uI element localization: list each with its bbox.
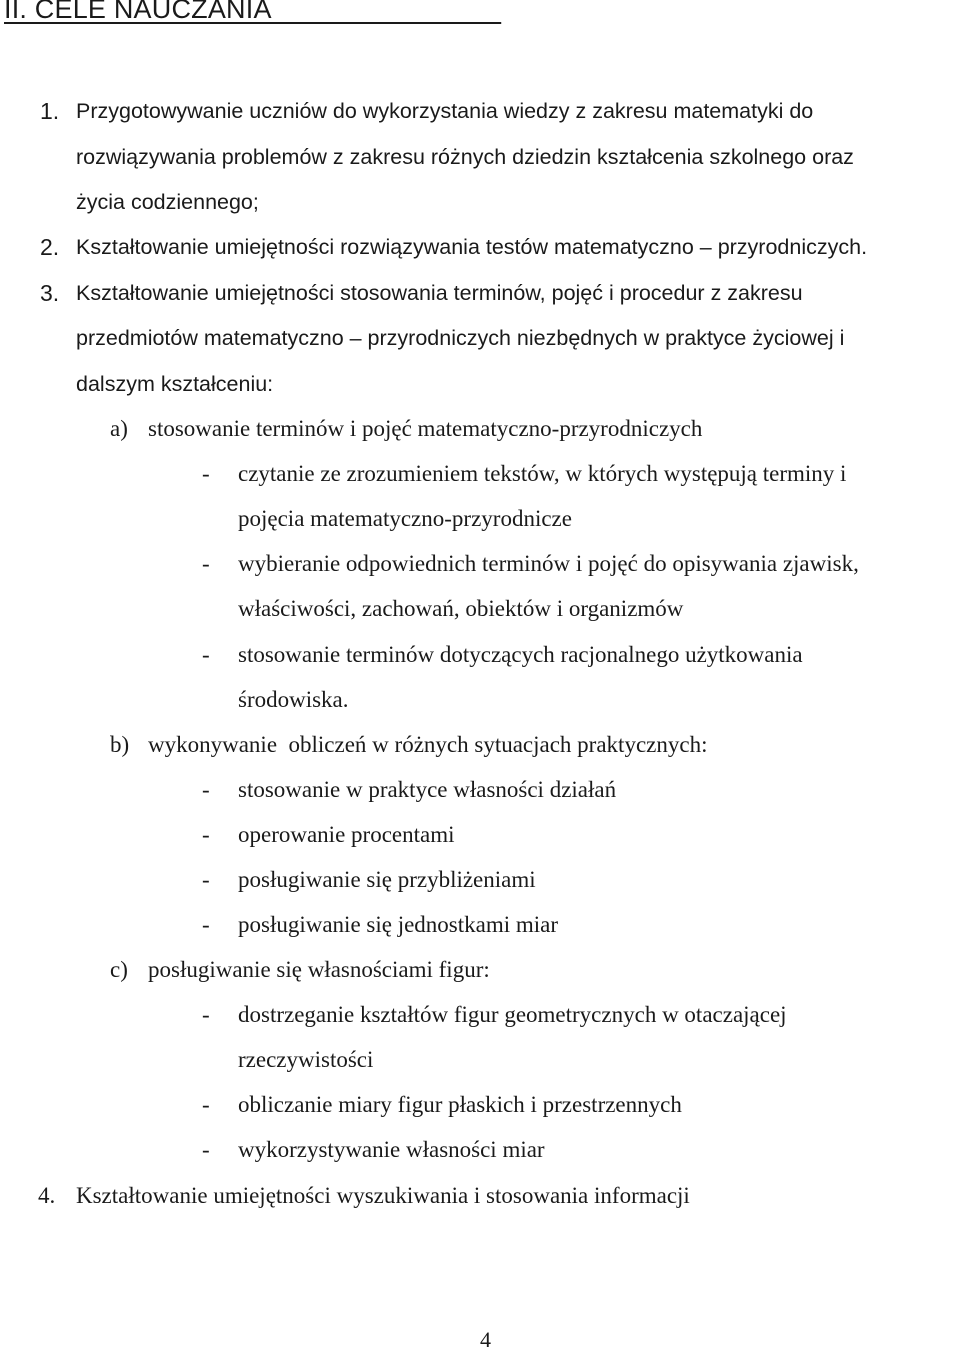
subitem-b-text: wykonywanie obliczeń w różnych sytuacjach praktycznych:: [148, 732, 708, 757]
c-bullet-2: obliczanie miary figur płaskich i przestrzennych: [238, 1092, 682, 1117]
b-bullet-2: operowanie procentami: [238, 822, 455, 847]
b-bullet-4: posługiwanie się jednostkami miar: [238, 912, 559, 937]
item-number-4: 4.: [38, 1183, 56, 1208]
item-3-line-2: przedmiotów matematyczno – przyrodniczych niezbędnych w praktyce życiowej i: [76, 326, 845, 350]
b-bullet-1: stosowanie w praktyce własności działań: [238, 777, 617, 802]
subitem-a-text: stosowanie terminów i pojęć matematyczno-przyrodniczych: [148, 416, 703, 441]
subitem-letter-c: c): [110, 957, 128, 982]
item-3-line-1: Kształtowanie umiejętności stosowania terminów, pojęć i procedur z zakresu: [76, 281, 803, 305]
bullet-dash: -: [202, 551, 210, 576]
a-bullet-3-line-1: stosowanie terminów dotyczących racjonalnego użytkowania: [238, 642, 803, 667]
item-1-line-2: rozwiązywania problemów z zakresu różnych dziedzin kształcenia szkolnego oraz: [76, 145, 854, 169]
a-bullet-2-line-2: właściwości, zachowań, obiektów i organizmów: [238, 596, 684, 621]
c-bullet-1-line-2: rzeczywistości: [238, 1047, 374, 1072]
item-number-1: 1.: [40, 98, 60, 124]
subitem-c-text: posługiwanie się własnościami figur:: [148, 957, 490, 982]
bullet-dash: -: [202, 777, 210, 802]
item-4-line-1: Kształtowanie umiejętności wyszukiwania i stosowania informacji: [76, 1183, 690, 1208]
subitem-letter-b: b): [110, 732, 130, 757]
a-bullet-1-line-2: pojęcia matematyczno-przyrodnicze: [238, 506, 572, 531]
bullet-dash: -: [202, 867, 210, 892]
c-bullet-3: wykorzystywanie własności miar: [238, 1137, 545, 1162]
item-3-line-3: dalszym kształceniu:: [76, 372, 274, 396]
page-number: 4: [480, 1327, 491, 1352]
item-1-line-1: Przygotowywanie uczniów do wykorzystania wiedzy z zakresu matematyki do: [76, 99, 814, 123]
a-bullet-3-line-2: środowiska.: [238, 687, 349, 712]
bullet-dash: -: [202, 1137, 210, 1162]
bullet-dash: -: [202, 1092, 210, 1117]
bullet-dash: -: [202, 912, 210, 937]
bullet-dash: -: [202, 642, 210, 667]
bullet-dash: -: [202, 822, 210, 847]
bullet-dash: -: [202, 461, 210, 486]
b-bullet-3: posługiwanie się przybliżeniami: [238, 867, 536, 892]
subitem-letter-a: a): [110, 416, 128, 441]
item-1-line-3: życia codziennego;: [76, 190, 259, 214]
section-heading: II. CELE NAUCZANIA: [4, 0, 502, 24]
item-number-3: 3.: [40, 280, 60, 306]
bullet-dash: -: [202, 1002, 210, 1027]
item-number-2: 2.: [40, 234, 60, 260]
a-bullet-2-line-1: wybieranie odpowiednich terminów i pojęć do opisywania zjawisk,: [238, 551, 859, 576]
c-bullet-1-line-1: dostrzeganie kształtów figur geometrycznych w otaczającej: [238, 1002, 787, 1027]
item-2-line-1: Kształtowanie umiejętności rozwiązywania testów matematyczno – przyrodniczych.: [76, 235, 868, 259]
a-bullet-1-line-1: czytanie ze zrozumieniem tekstów, w których występują terminy i: [238, 461, 847, 486]
